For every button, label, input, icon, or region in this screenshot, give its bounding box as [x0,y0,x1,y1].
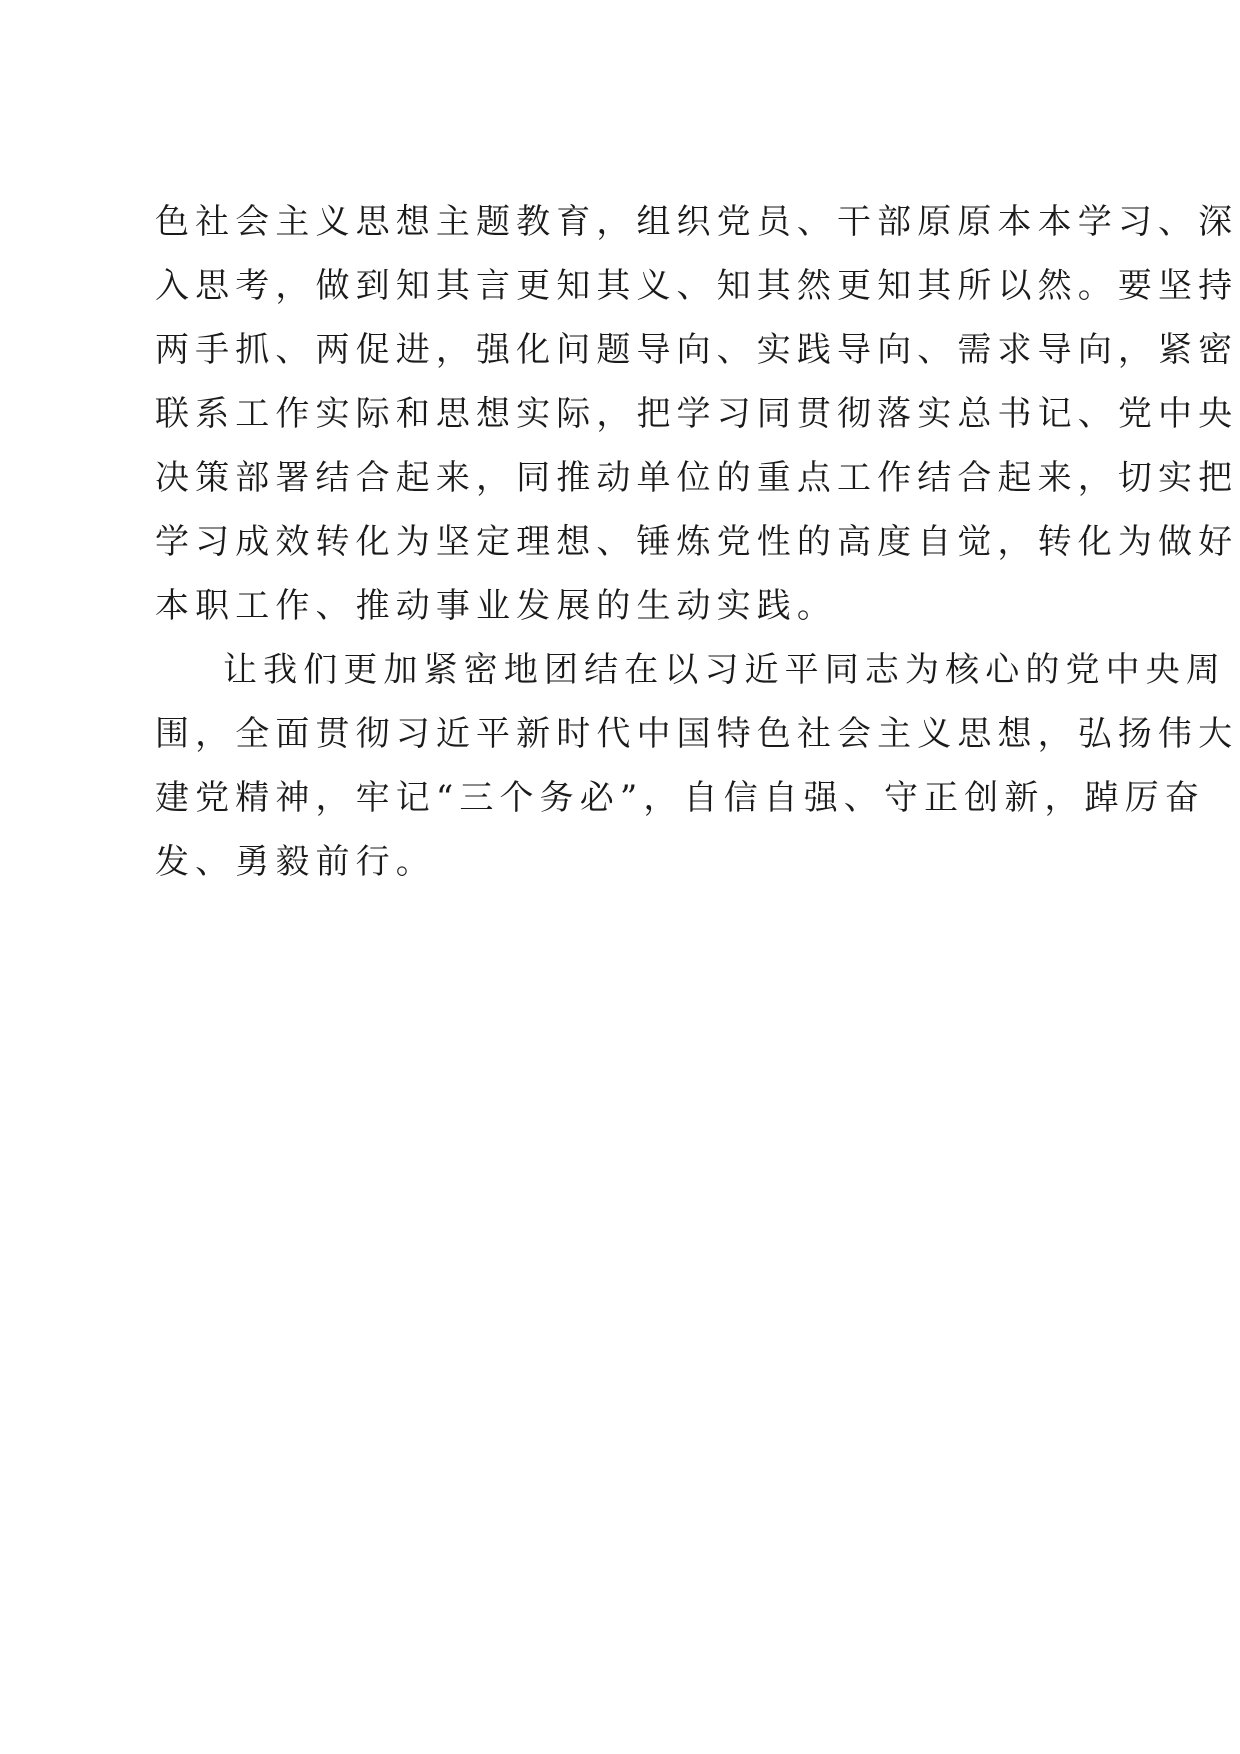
text-line: 建党精神，牢记“三个务必”，自信自强、守正创新，踔厉奋 [155,778,1206,818]
text-line: 让我们更加紧密地团结在以习近平同志为核心的党中央周 [223,650,1226,690]
text-line: 围，全面贯彻习近平新时代中国特色社会主义思想，弘扬伟大 [155,714,1239,754]
text-line: 学习成效转化为坚定理想、锤炼党性的高度自觉，转化为做好 [155,522,1239,562]
text-line: 本职工作、推动事业发展的生动实践。 [155,586,838,626]
paragraph-1 [155,190,1239,638]
document-body [155,190,1239,894]
text-line: 两手抓、两促进，强化问题导向、实践导向、需求导向，紧密 [155,330,1239,370]
text-line: 入思考，做到知其言更知其义、知其然更知其所以然。要坚持 [155,266,1239,306]
paragraph-2 [155,638,1239,894]
text-line: 色社会主义思想主题教育，组织党员、干部原原本本学习、深 [155,202,1239,242]
text-line: 联系工作实际和思想实际，把学习同贯彻落实总书记、党中央 [155,394,1239,434]
text-line: 发、勇毅前行。 [155,842,436,882]
text-line: 决策部署结合起来，同推动单位的重点工作结合起来，切实把 [155,458,1239,498]
